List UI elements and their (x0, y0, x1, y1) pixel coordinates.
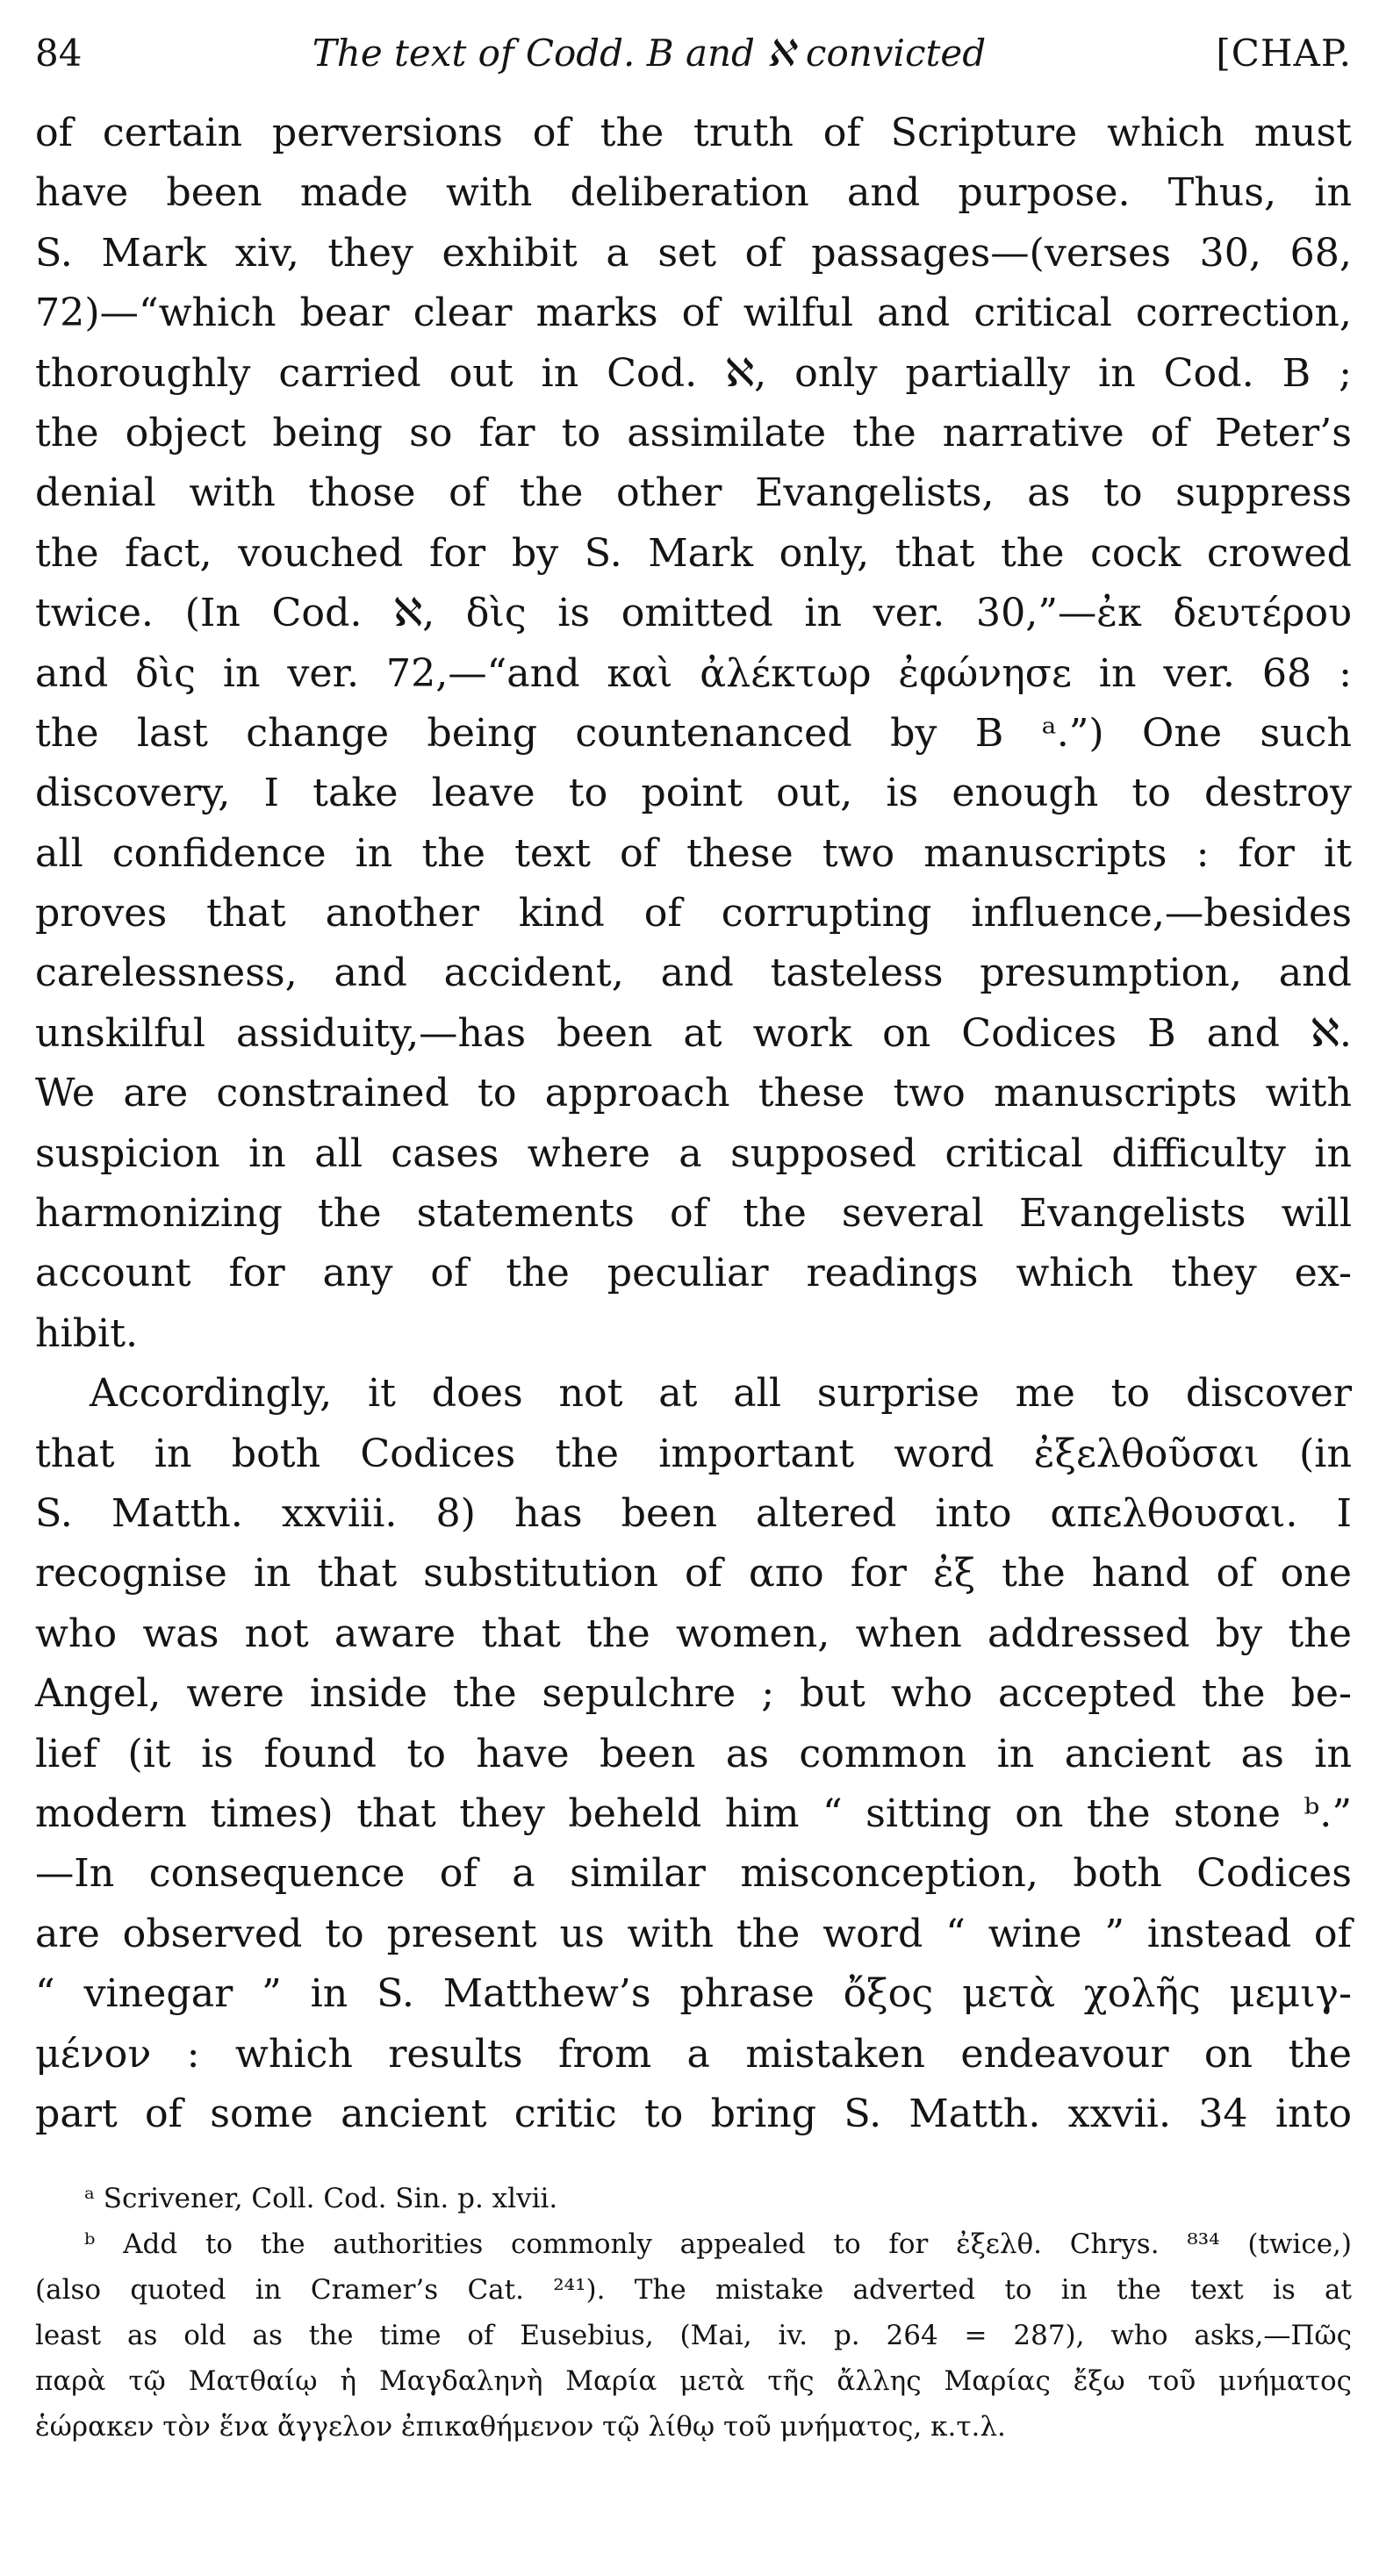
text-line: Accordingly, it does not at all surprise me to discover (90, 1371, 1352, 1417)
text-line: unskilful assiduity,—has been at work on Codices B and ℵ. (35, 1010, 1352, 1056)
text-line: twice. (In Cod. ℵ, δὶς is omitted in ver. 30,”—ἐκ δευτέρου (35, 591, 1352, 636)
footnote-line: least as old as the time of Eusebius, (Mai, iv. p. 264 = 287), who asks,—Πῶς (35, 2320, 1352, 2352)
footnotes (35, 2176, 1352, 2450)
text-line: Angel, were inside the sepulchre ; but who accepted the be- (35, 1671, 1352, 1717)
text-line: and δὶς in ver. 72,—“and καὶ ἀλέκτωρ ἐφώνησε in ver. 68 : (35, 650, 1352, 696)
text-line: modern times) that they beheld him “ sitting on the stone ᵇ.” (35, 1790, 1352, 1836)
page-number: 84 (35, 32, 83, 75)
text-line: the object being so far to assimilate the narrative of Peter’s (35, 410, 1352, 456)
text-line: lief (it is found to have been as common in ancient as in (35, 1731, 1352, 1776)
footnote-line: ἑώρακεν τὸν ἕνα ἄγγελον ἐπικαθήμενον τῷ λίθῳ τοῦ μνήματος, κ.τ.λ. (35, 2411, 1006, 2443)
text-line: hibit. (35, 1310, 139, 1356)
text-line: are observed to present us with the word “ wine ” instead of (35, 1911, 1352, 1956)
text-line: have been made with deliberation and purpose. Thus, in (35, 170, 1352, 216)
text-line: S. Mark xiv, they exhibit a set of passages—(verses 30, 68, (35, 230, 1352, 276)
book-page (35, 23, 1352, 2450)
text-line: —In consequence of a similar misconception, both Codices (35, 1851, 1352, 1897)
text-line: suspicion in all cases where a supposed critical difficulty in (35, 1130, 1352, 1176)
chapter-label: [CHAP. (1216, 32, 1352, 75)
text-line: all confidence in the text of these two manuscripts : for it (35, 830, 1352, 876)
footnote-line: παρὰ τῷ Ματθαίῳ ἡ Μαγδαληνὴ Μαρία μετὰ τῆς ἄλλης Μαρίας ἔξω τοῦ μνήματος (35, 2365, 1352, 2398)
main-text (35, 104, 1352, 2144)
text-line: S. Matth. xxviii. 8) has been altered into απελθουσαι. I (35, 1490, 1352, 1536)
footnote-line: ᵇ Add to the authorities commonly appealed to for ἐξελθ. Chrys. ⁸³⁴ (twice,) (84, 2228, 1352, 2261)
footnote-line: (also quoted in Cramer’s Cat. ²⁴¹). The mistake adverted to in the text is at (35, 2274, 1352, 2307)
text-line: carelessness, and accident, and tasteless presumption, and (35, 951, 1352, 996)
text-line: the fact, vouched for by S. Mark only, that the cock crowed (35, 530, 1352, 576)
text-line: account for any of the peculiar readings which they ex- (35, 1251, 1352, 1296)
text-line: thoroughly carried out in Cod. ℵ, only partially in Cod. B ; (35, 350, 1352, 396)
text-line: “ vinegar ” in S. Matthew’s phrase ὄξος μετὰ χολῆς μεμιγ- (35, 1971, 1352, 2017)
text-line: discovery, I take leave to point out, is enough to destroy (35, 771, 1352, 816)
footnote-line: ᵃ Scrivener, Coll. Cod. Sin. p. xlvii. (84, 2183, 558, 2215)
text-line: the last change being countenanced by B ᵃ.”) One such (35, 710, 1352, 756)
running-header (35, 23, 1352, 84)
text-line: recognise in that substitution of απο for ἐξ the hand of one (35, 1551, 1352, 1597)
text-line: We are constrained to approach these two manuscripts with (35, 1071, 1352, 1116)
text-line: proves that another kind of corrupting influence,—besides (35, 891, 1352, 936)
text-line: that in both Codices the important word ἐξελθοῦσαι (in (35, 1431, 1352, 1476)
text-line: harmonizing the statements of the several Evangelists will (35, 1191, 1352, 1237)
running-title: The text of Codd. B and ℵ convicted (312, 32, 987, 75)
text-line: of certain perversions of the truth of Scripture which must (35, 111, 1352, 155)
text-line: denial with those of the other Evangelists, as to suppress (35, 470, 1352, 516)
text-line: μένον : which results from a mistaken endeavour on the (35, 2031, 1352, 2077)
text-line: who was not aware that the women, when addressed by the (35, 1611, 1352, 1656)
text-line: part of some ancient critic to bring S. Matth. xxvii. 34 into (35, 2091, 1352, 2136)
text-line: 72)—“which bear clear marks of wilful and critical correction, (35, 291, 1352, 336)
